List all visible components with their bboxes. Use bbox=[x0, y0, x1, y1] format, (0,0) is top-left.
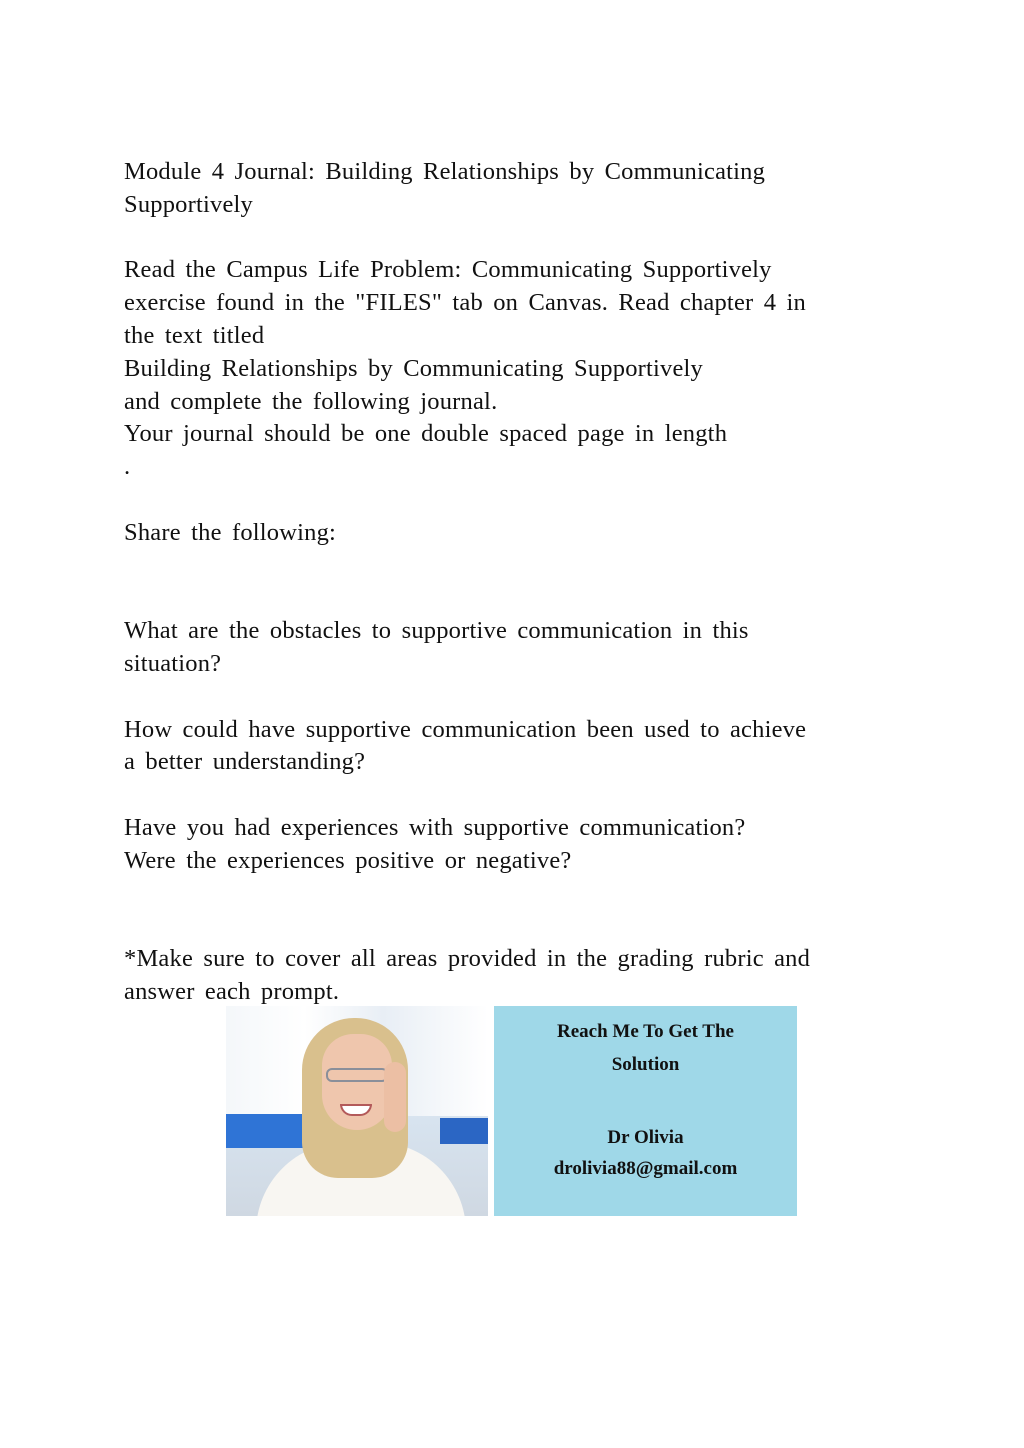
question-line: situation? bbox=[124, 649, 222, 677]
question-line: a better understanding? bbox=[124, 748, 366, 776]
intro-line: exercise found in the "FILES" tab on Canvas. Read chapter 4 in bbox=[124, 289, 806, 317]
paragraph-gap bbox=[124, 550, 914, 616]
note-line: answer each prompt. bbox=[124, 977, 340, 1005]
promo-banner bbox=[226, 1006, 797, 1216]
intro-line: Building Relationships by Communicating Supportively bbox=[124, 354, 704, 382]
document-title-line: Module 4 Journal: Building Relationships by Communicating bbox=[124, 158, 766, 185]
contact-heading: Reach Me To Get The bbox=[557, 1021, 734, 1042]
contact-name: Dr Olivia bbox=[607, 1127, 684, 1148]
woman-photo bbox=[226, 1006, 488, 1216]
question-line: What are the obstacles to supportive communication in this bbox=[124, 617, 749, 645]
share-heading: Share the following: bbox=[124, 518, 337, 546]
paragraph-gap bbox=[124, 222, 914, 255]
question-line: How could have supportive communication been used to achieve bbox=[124, 715, 807, 743]
intro-line: . bbox=[124, 453, 131, 481]
contact-email: drolivia88@gmail.com bbox=[553, 1158, 738, 1179]
contact-card bbox=[494, 1006, 797, 1216]
intro-line: Read the Campus Life Problem: Communicating Supportively bbox=[124, 256, 772, 284]
note-line: *Make sure to cover all areas provided in the grading rubric and bbox=[124, 945, 811, 973]
paragraph-gap bbox=[124, 779, 914, 812]
intro-line: the text titled bbox=[124, 321, 265, 349]
glasses-icon bbox=[326, 1068, 388, 1082]
paragraph-gap bbox=[124, 484, 914, 517]
question-line: Were the experiences positive or negative? bbox=[124, 846, 572, 874]
intro-line: Your journal should be one double spaced page in length bbox=[124, 420, 728, 448]
question-line: Have you had experiences with supportive communication? bbox=[124, 813, 746, 841]
document-title-line: Supportively bbox=[124, 190, 253, 218]
paragraph-gap bbox=[124, 681, 914, 714]
contact-heading: Solution bbox=[611, 1054, 680, 1075]
document-body bbox=[124, 156, 914, 1009]
paragraph-gap bbox=[124, 878, 914, 944]
photo-blue-object bbox=[440, 1118, 488, 1144]
intro-line: and complete the following journal. bbox=[124, 387, 498, 415]
photo-hand bbox=[384, 1062, 406, 1132]
